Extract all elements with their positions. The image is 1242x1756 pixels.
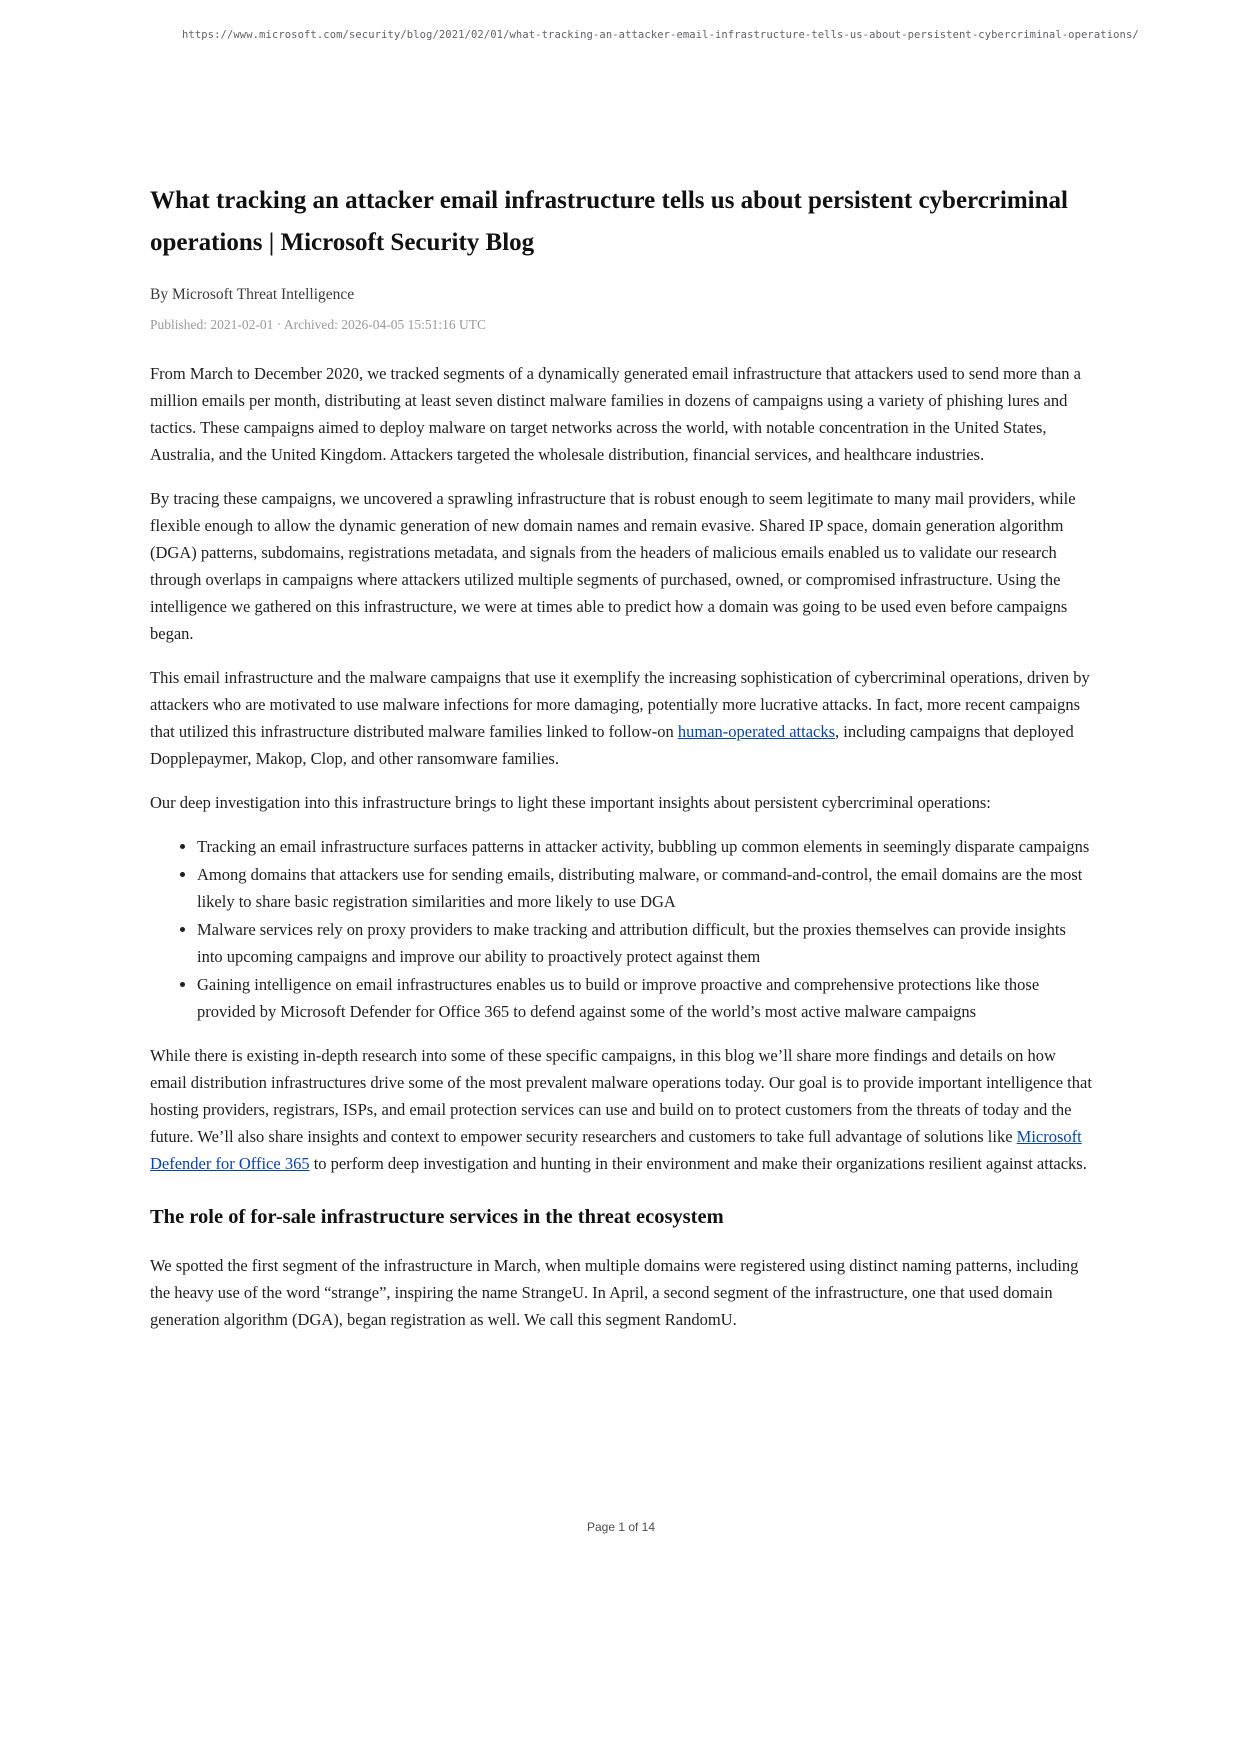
- list-item: • Among domains that attackers use for sending emails, distributing malware, or command-and-control, the email domains are the most likely to share basic registration similarities and more likely to use DGA: [197, 861, 1092, 915]
- page-number: Page 1 of 14: [586, 1520, 656, 1534]
- paragraph-strangeu: We spotted the first segment of the infrastructure in March, when multiple domains were registered using distinct naming patterns, including the heavy use of the word “strange”, inspiring the name StrangeU. In April, a second segment of the infrastructure, one that used domain generation algorithm (DGA), began registration as well. We call this segment RandomU.: [150, 1256, 1079, 1329]
- paragraph-tracing: By tracing these campaigns, we uncovered a sprawling infrastructure that is robust enough to seem legitimate to many mail providers, while flexible enough to allow the dynamic generation of new domain names and remain evasive. Shared IP space, domain generation algorithm (DGA) patterns, subdomains, registrations metadata, and signals from the headers of malicious emails enabled us to validate our research through overlaps in campaigns where attackers utilized multiple segments of purchased, owned, or compromised infrastructure. Using the intelligence we gathered on this infrastructure, we were at times able to predict how a domain was going to be used even before campaigns began.: [150, 489, 1076, 643]
- human-operated-attacks-link[interactable]: human-operated attacks: [677, 722, 836, 741]
- paragraph-insights-lead: Our deep investigation into this infrastructure brings to light these important insights about persistent cybercriminal operations:: [150, 793, 991, 812]
- byline: By Microsoft Threat Intelligence: [150, 286, 355, 303]
- paragraph-sophistication: [150, 664, 1092, 772]
- publish-archive-meta: Published: 2021-02-01 · Archived: 2026-04-05 15:51:16 UTC: [150, 317, 486, 332]
- paragraph-text: This email infrastructure and the malware campaigns that use it exemplify the increasing sophistication of cybercriminal operations, driven by attackers who are motivated to use malware infections for more damaging, potentially more lucrative attacks. In fact, more recent campaigns that utilized this infrastructure distributed malware families linked to follow-on: [150, 668, 1090, 741]
- list-item: • Tracking an email infrastructure surfaces patterns in attacker activity, bubbling up common elements in seemingly disparate campaigns: [197, 833, 1092, 860]
- article-title: What tracking an attacker email infrastructure tells us about persistent cybercriminal operations | Microsoft Security Blog: [150, 187, 1068, 256]
- insights-list: [150, 833, 1092, 1025]
- paragraph-text: , including campaigns that deployed Dopplepaymer, Makop, Clop, and other ransomware families.: [150, 722, 1074, 768]
- paragraph-text: While there is existing in-depth research into some of these specific campaigns, in this blog we’ll share more findings and details on how email distribution infrastructures drive some of the most prevalent malware operations today. Our goal is to provide important intelligence that hosting providers, registrars, ISPs, and email protection services can use and build on to protect customers from the threats of today and the future. We’ll also share insights and context to empower security researchers and customers to take full advantage of solutions like: [150, 1046, 1092, 1146]
- paragraph-intro: From March to December 2020, we tracked segments of a dynamically generated email infrastructure that attackers used to send more than a million emails per month, distributing at least seven distinct malware families in dozens of campaigns using a variety of phishing lures and tactics. These campaigns aimed to deploy malware on target networks across the world, with notable concentration in the United States, Australia, and the United Kingdom. Attackers targeted the wholesale distribution, financial services, and healthcare industries.: [150, 364, 1081, 464]
- section-heading: The role of for-sale infrastructure services in the threat ecosystem: [150, 1206, 724, 1228]
- list-item: • Malware services rely on proxy providers to make tracking and attribution difficult, but the proxies themselves can provide insights into upcoming campaigns and improve our ability to proactively protect against them: [197, 916, 1092, 970]
- paragraph-goal: [150, 1042, 1092, 1177]
- source-url: https://www.microsoft.com/security/blog/2021/02/01/what-tracking-an-attacker-email-infrastructure-tells-us-about-persistent-cybercriminal-operations/: [182, 29, 1139, 41]
- list-item: • Gaining intelligence on email infrastructures enables us to build or improve proactive and comprehensive protections like those provided by Microsoft Defender for Office 365 to defend against some of the world’s most active malware campaigns: [197, 971, 1092, 1025]
- paragraph-text: to perform deep investigation and hunting in their environment and make their organizations resilient against attacks.: [309, 1154, 1087, 1173]
- defender-office365-link[interactable]: Microsoft Defender for Office 365: [150, 1127, 1082, 1173]
